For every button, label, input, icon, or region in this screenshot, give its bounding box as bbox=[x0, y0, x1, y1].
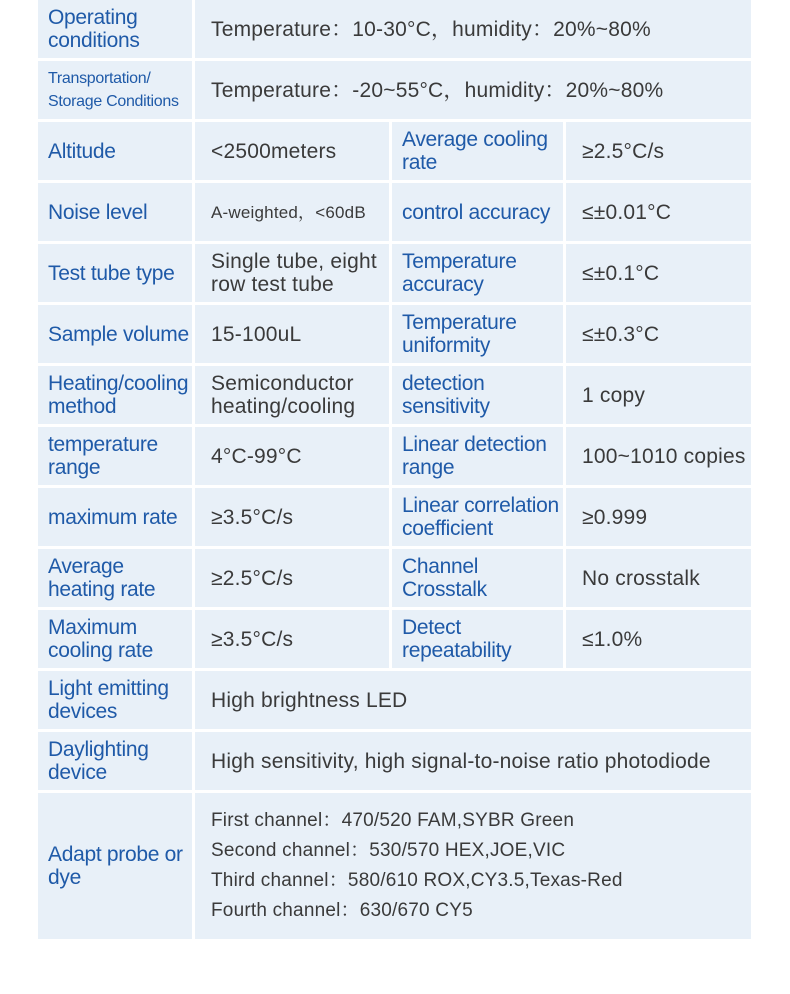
spec-label: control accuracy bbox=[402, 200, 551, 224]
table-row bbox=[38, 610, 751, 668]
spec-label-cell bbox=[38, 671, 192, 729]
spec-label: maximum rate bbox=[48, 505, 178, 529]
spec-label: temperature range bbox=[48, 433, 158, 479]
probe-channel-line: First channel：470/520 FAM,SYBR Green bbox=[211, 810, 575, 831]
spec-label-cell bbox=[392, 244, 563, 302]
table-row bbox=[38, 122, 751, 180]
probe-channel-line: Fourth channel：630/670 CY5 bbox=[211, 900, 473, 921]
spec-label-cell bbox=[392, 488, 563, 546]
spec-value: Temperature：10-30°C，humidity：20%~80% bbox=[211, 17, 651, 41]
spec-value: 100~1010 copies bbox=[582, 444, 746, 468]
spec-label-cell bbox=[392, 610, 563, 668]
table-row bbox=[38, 183, 751, 241]
spec-value-cell bbox=[195, 244, 389, 302]
spec-value: Single tube, eight row test tube bbox=[211, 250, 377, 296]
spec-label: Transportation/ Storage Conditions bbox=[48, 70, 179, 110]
spec-label-cell bbox=[392, 427, 563, 485]
spec-value-cell bbox=[566, 183, 751, 241]
spec-label: Average cooling rate bbox=[402, 128, 548, 174]
spec-value: A-weighted，<60dB bbox=[211, 202, 366, 222]
spec-label: Temperature accuracy bbox=[402, 250, 517, 296]
spec-label-cell bbox=[38, 793, 192, 939]
spec-value-cell bbox=[195, 183, 389, 241]
spec-value-cell bbox=[195, 122, 389, 180]
spec-label-cell bbox=[38, 183, 192, 241]
spec-label-cell bbox=[38, 732, 192, 790]
spec-value: 15-100uL bbox=[211, 322, 302, 346]
spec-value: 1 copy bbox=[582, 383, 646, 407]
spec-label-cell bbox=[392, 183, 563, 241]
spec-label: Operating conditions bbox=[48, 6, 140, 52]
table-row bbox=[38, 732, 751, 790]
spec-value-cell bbox=[195, 427, 389, 485]
spec-value-cell bbox=[195, 488, 389, 546]
spec-label: Temperature uniformity bbox=[402, 311, 517, 357]
table-row bbox=[38, 305, 751, 363]
spec-value: High brightness LED bbox=[211, 688, 408, 712]
spec-value-cell bbox=[195, 0, 751, 58]
spec-label-cell bbox=[392, 549, 563, 607]
spec-label: Light emitting devices bbox=[48, 677, 169, 723]
spec-value: Semiconductor heating/cooling bbox=[211, 372, 356, 418]
spec-label: Linear correlation coefficient bbox=[402, 494, 559, 540]
spec-label-cell bbox=[38, 427, 192, 485]
spec-label-cell bbox=[38, 122, 192, 180]
spec-value-cell bbox=[195, 671, 751, 729]
spec-label: Sample volume bbox=[48, 322, 189, 346]
spec-value-cell bbox=[566, 366, 751, 424]
spec-value-cell bbox=[566, 549, 751, 607]
spec-label-cell bbox=[38, 549, 192, 607]
spec-value: Temperature：-20~55°C，humidity：20%~80% bbox=[211, 78, 664, 102]
spec-label: Noise level bbox=[48, 200, 148, 224]
spec-label-cell bbox=[38, 0, 192, 58]
spec-value: 4°C-99°C bbox=[211, 444, 302, 468]
spec-value-cell bbox=[195, 610, 389, 668]
spec-value-cell bbox=[566, 122, 751, 180]
spec-value: ≤1.0% bbox=[582, 627, 643, 651]
spec-label: Daylighting device bbox=[48, 738, 149, 784]
spec-value-cell bbox=[195, 793, 751, 939]
spec-label-cell bbox=[392, 305, 563, 363]
spec-value: ≥0.999 bbox=[582, 505, 648, 529]
spec-label: Maximum cooling rate bbox=[48, 616, 153, 662]
spec-value: ≤±0.1°C bbox=[582, 261, 660, 285]
spec-value: No crosstalk bbox=[582, 566, 700, 590]
table-row bbox=[38, 671, 751, 729]
spec-label: detection sensitivity bbox=[402, 372, 490, 418]
table-row bbox=[38, 366, 751, 424]
table-row bbox=[38, 61, 751, 119]
spec-value: <2500meters bbox=[211, 139, 337, 163]
spec-label-cell bbox=[38, 61, 192, 119]
spec-label-cell bbox=[38, 305, 192, 363]
spec-value: High sensitivity, high signal-to-noise ratio photodiode bbox=[211, 749, 711, 773]
spec-label: Heating/cooling method bbox=[48, 372, 189, 418]
spec-value-cell bbox=[195, 366, 389, 424]
spec-value: ≥3.5°C/s bbox=[211, 627, 294, 651]
probe-channel-line: Third channel：580/610 ROX,CY3.5,Texas-Red bbox=[211, 870, 623, 891]
spec-value-cell bbox=[195, 61, 751, 119]
spec-value-cell bbox=[566, 610, 751, 668]
spec-value: ≥2.5°C/s bbox=[582, 139, 665, 163]
spec-value-cell bbox=[195, 732, 751, 790]
table-row bbox=[38, 488, 751, 546]
table-row bbox=[38, 549, 751, 607]
spec-table bbox=[38, 0, 751, 942]
spec-value: ≤±0.01°C bbox=[582, 200, 672, 224]
table-row bbox=[38, 427, 751, 485]
spec-value: ≥2.5°C/s bbox=[211, 566, 294, 590]
spec-label: Average heating rate bbox=[48, 555, 156, 601]
spec-label: Linear detection range bbox=[402, 433, 547, 479]
spec-value-cell bbox=[195, 305, 389, 363]
spec-label-cell bbox=[38, 366, 192, 424]
spec-value-cell bbox=[195, 549, 389, 607]
spec-label-cell bbox=[38, 610, 192, 668]
spec-label: Adapt probe or dye bbox=[48, 843, 183, 889]
table-row-probes bbox=[38, 793, 751, 939]
table-row bbox=[38, 244, 751, 302]
spec-label: Altitude bbox=[48, 139, 116, 163]
spec-value-cell bbox=[566, 305, 751, 363]
spec-value-cell bbox=[566, 427, 751, 485]
spec-label-cell bbox=[392, 122, 563, 180]
spec-value: ≥3.5°C/s bbox=[211, 505, 294, 529]
spec-value-cell bbox=[566, 244, 751, 302]
spec-label: Test tube type bbox=[48, 261, 175, 285]
spec-value-cell bbox=[566, 488, 751, 546]
spec-value: ≤±0.3°C bbox=[582, 322, 660, 346]
spec-label-cell bbox=[38, 488, 192, 546]
spec-label-cell bbox=[38, 244, 192, 302]
table-row bbox=[38, 0, 751, 58]
spec-label: Channel Crosstalk bbox=[402, 555, 487, 601]
probe-channel-line: Second channel：530/570 HEX,JOE,VIC bbox=[211, 840, 566, 861]
spec-label-cell bbox=[392, 366, 563, 424]
spec-label: Detect repeatability bbox=[402, 616, 512, 662]
